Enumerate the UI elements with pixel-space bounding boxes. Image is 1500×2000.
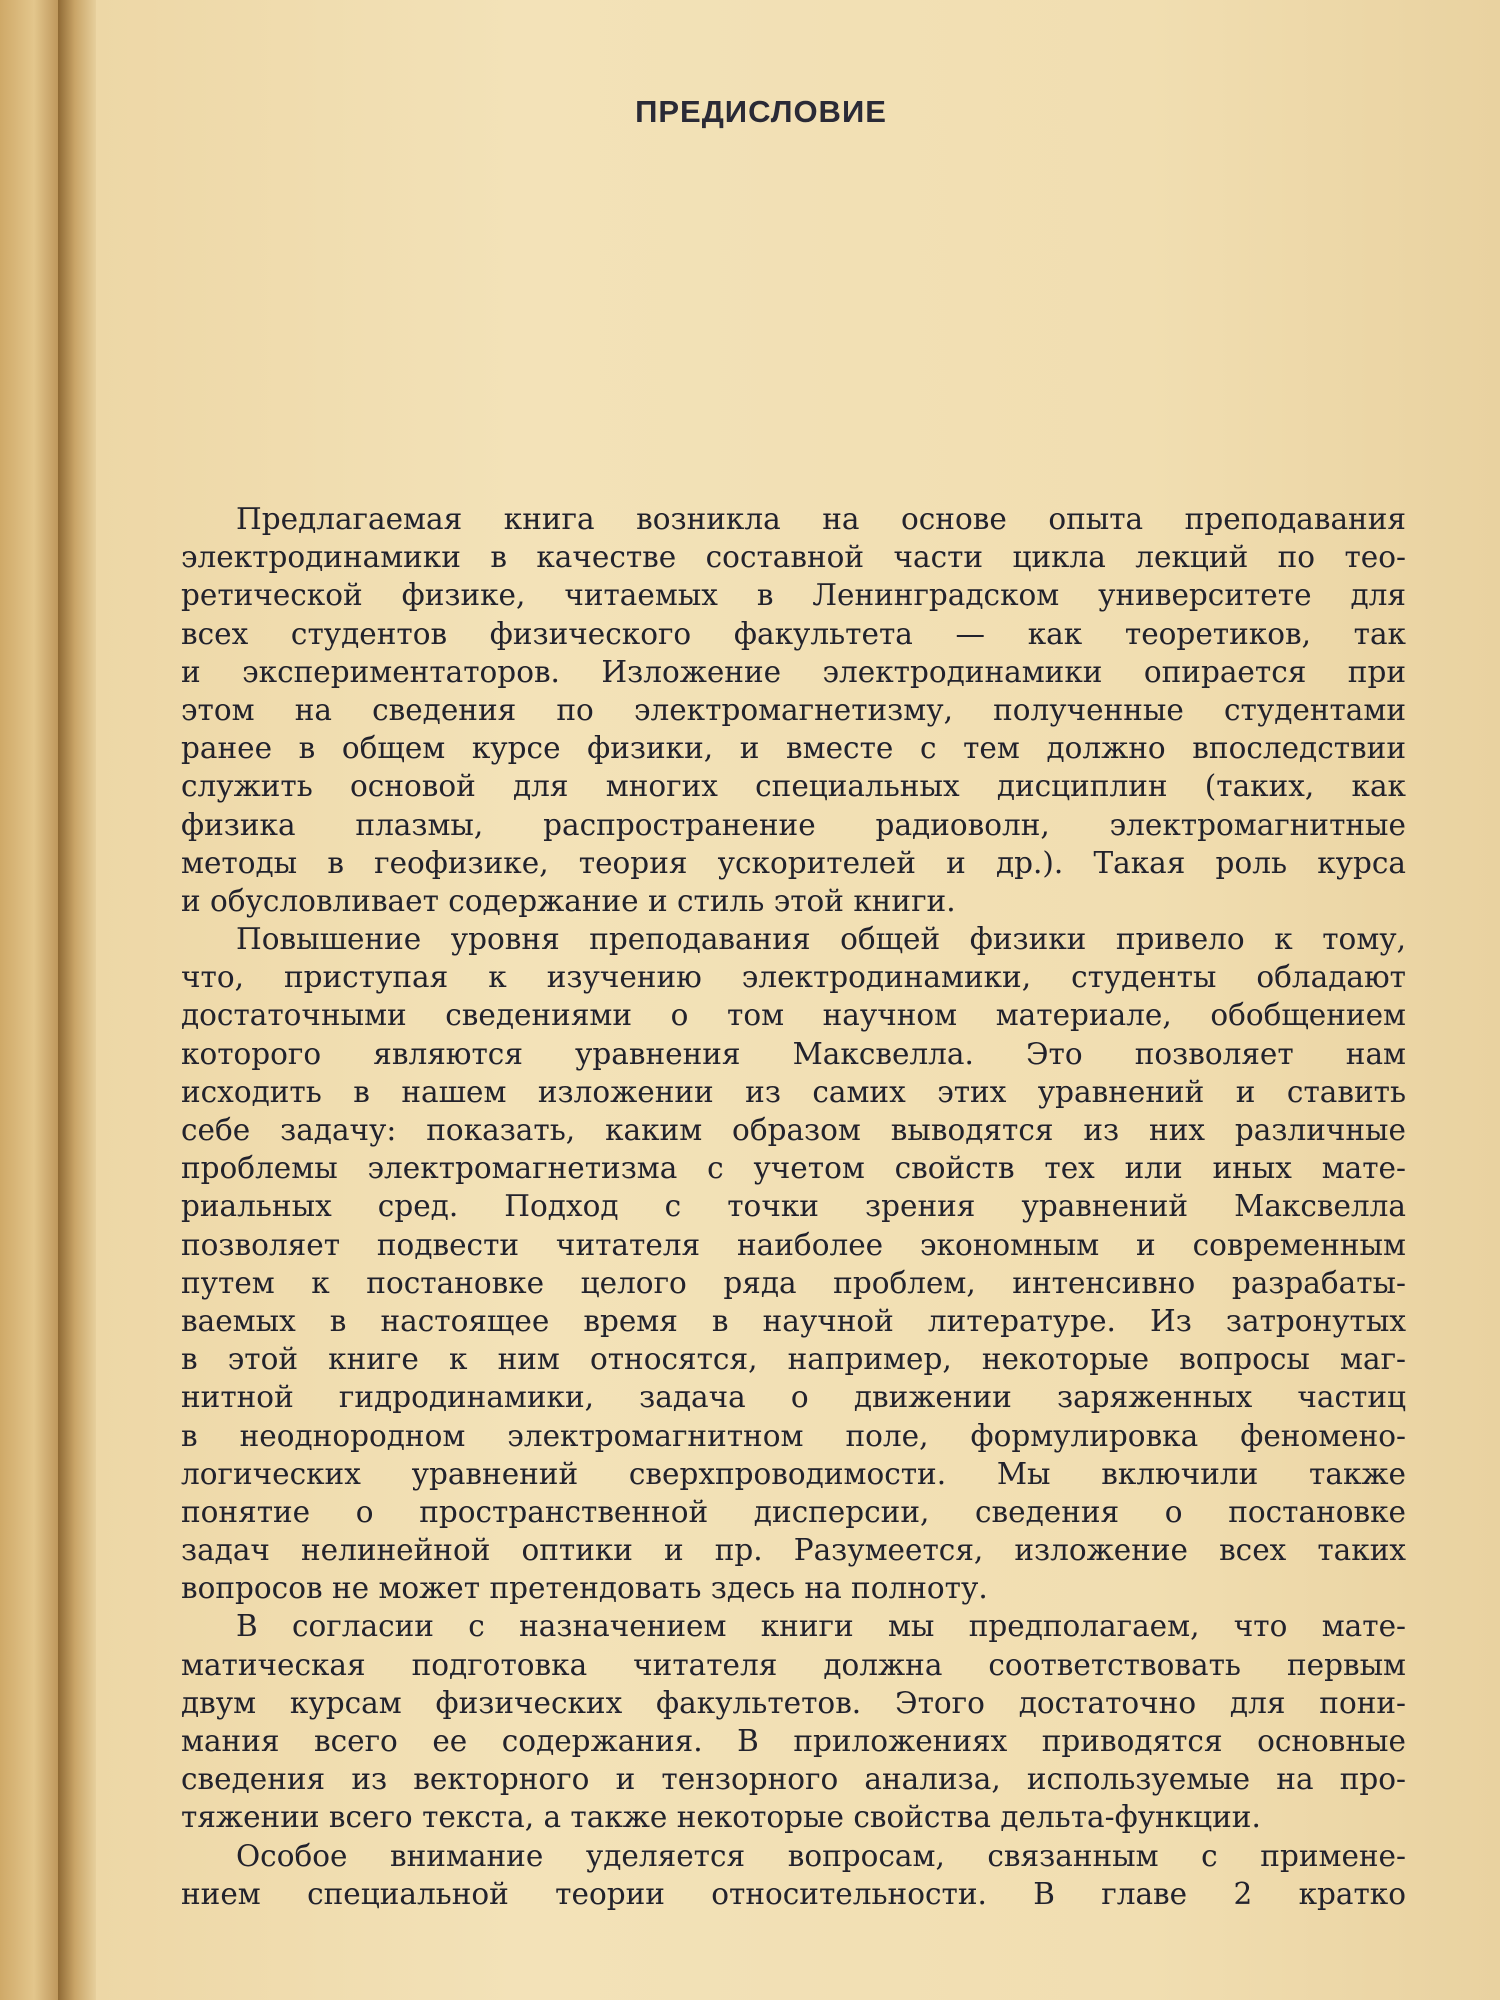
text-line: Особое внимание уделяется вопросам, связанным с примене- [236,1838,1406,1873]
paragraph [181,1607,1406,1836]
text-line: мания всего ее содержания. В приложениях приводятся основные [181,1724,1406,1758]
text-line: В согласии с назначением книги мы предполагаем, что мате- [236,1609,1406,1644]
text-line: двум курсам физических факультетов. Этого достаточно для пони- [181,1685,1406,1720]
text-line: Повышение уровня преподавания общей физики привело к тому, [236,922,1406,957]
book-page [96,0,1500,2000]
text-line: путем к постановке целого ряда проблем, интенсивно разрабаты- [181,1265,1406,1300]
text-line: и экспериментаторов. Изложение электродинамики опирается при [181,654,1406,689]
left-page-edge [0,0,62,2000]
text-line: электродинамики в качестве составной части цикла лекций по тео- [181,540,1406,575]
text-line: нием специальной теории относительности. В главе 2 кратко [181,1876,1406,1911]
text-line: риальных сред. Подход с точки зрения уравнений Максвелла [181,1189,1406,1224]
text-line: исходить в нашем изложении из самих этих уравнений и ставить [181,1074,1406,1109]
text-line: достаточными сведениями о том научном материале, обобщением [181,998,1406,1033]
text-line: тяжении всего текста, а также некоторые свойства дельта-функции. [181,1800,1261,1835]
paragraph [181,920,1406,1607]
text-line: и обусловливает содержание и стиль этой книги. [181,883,956,918]
text-line: вопросов не может претендовать здесь на полноту. [181,1571,988,1606]
text-line: проблемы электромагнетизма с учетом свойств тех или иных мате- [181,1151,1406,1186]
text-line: задач нелинейной оптики и пр. Разумеется, изложение всех таких [181,1533,1406,1568]
text-line: матическая подготовка читателя должна соответствовать первым [181,1647,1406,1682]
text-line: Предлагаемая книга возникла на основе опыта преподавания [236,502,1406,536]
paragraph [181,1837,1406,1913]
text-line: ранее в общем курсе физики, и вместе с тем должно впоследствии [181,731,1406,766]
text-line: в неоднородном электромагнитном поле, формулировка феномено- [181,1418,1406,1453]
text-line: сведения из векторного и тензорного анализа, используемые на про- [181,1762,1406,1797]
text-line: методы в геофизике, теория ускорителей и др.). Такая роль курса [181,845,1406,880]
text-line: служить основой для многих специальных дисциплин (таких, как [181,769,1406,804]
text-line: что, приступая к изучению электродинамики, студенты обладают [181,960,1406,995]
text-line: себе задачу: показать, каким образом выводятся из них различные [181,1113,1406,1147]
body-text [181,500,1406,1913]
text-line: ваемых в настоящее время в научной литературе. Из затронутых [181,1303,1406,1338]
text-line: физика плазмы, распространение радиоволн, электромагнитные [181,807,1406,842]
text-line: в этой книге к ним относятся, например, некоторые вопросы маг- [181,1342,1406,1377]
text-line: логических уравнений сверхпроводимости. Мы включили также [181,1456,1406,1491]
text-line: понятие о пространственной дисперсии, сведения о постановке [181,1494,1406,1529]
text-line: нитной гидродинамики, задача о движении заряженных частиц [181,1380,1406,1415]
text-line: этом на сведения по электромагнетизму, полученные студентами [181,692,1406,727]
text-line: ретической физике, читаемых в Ленинградском университете для [181,578,1406,613]
text-line: которого являются уравнения Максвелла. Это позволяет нам [181,1036,1406,1071]
page-title: ПРЕДИСЛОВИЕ [635,94,887,129]
paragraph [181,500,1406,920]
text-line: всех студентов физического факультета — как теоретиков, так [181,616,1406,651]
book-gutter [58,0,100,2000]
text-line: позволяет подвести читателя наиболее экономным и современным [181,1227,1406,1262]
